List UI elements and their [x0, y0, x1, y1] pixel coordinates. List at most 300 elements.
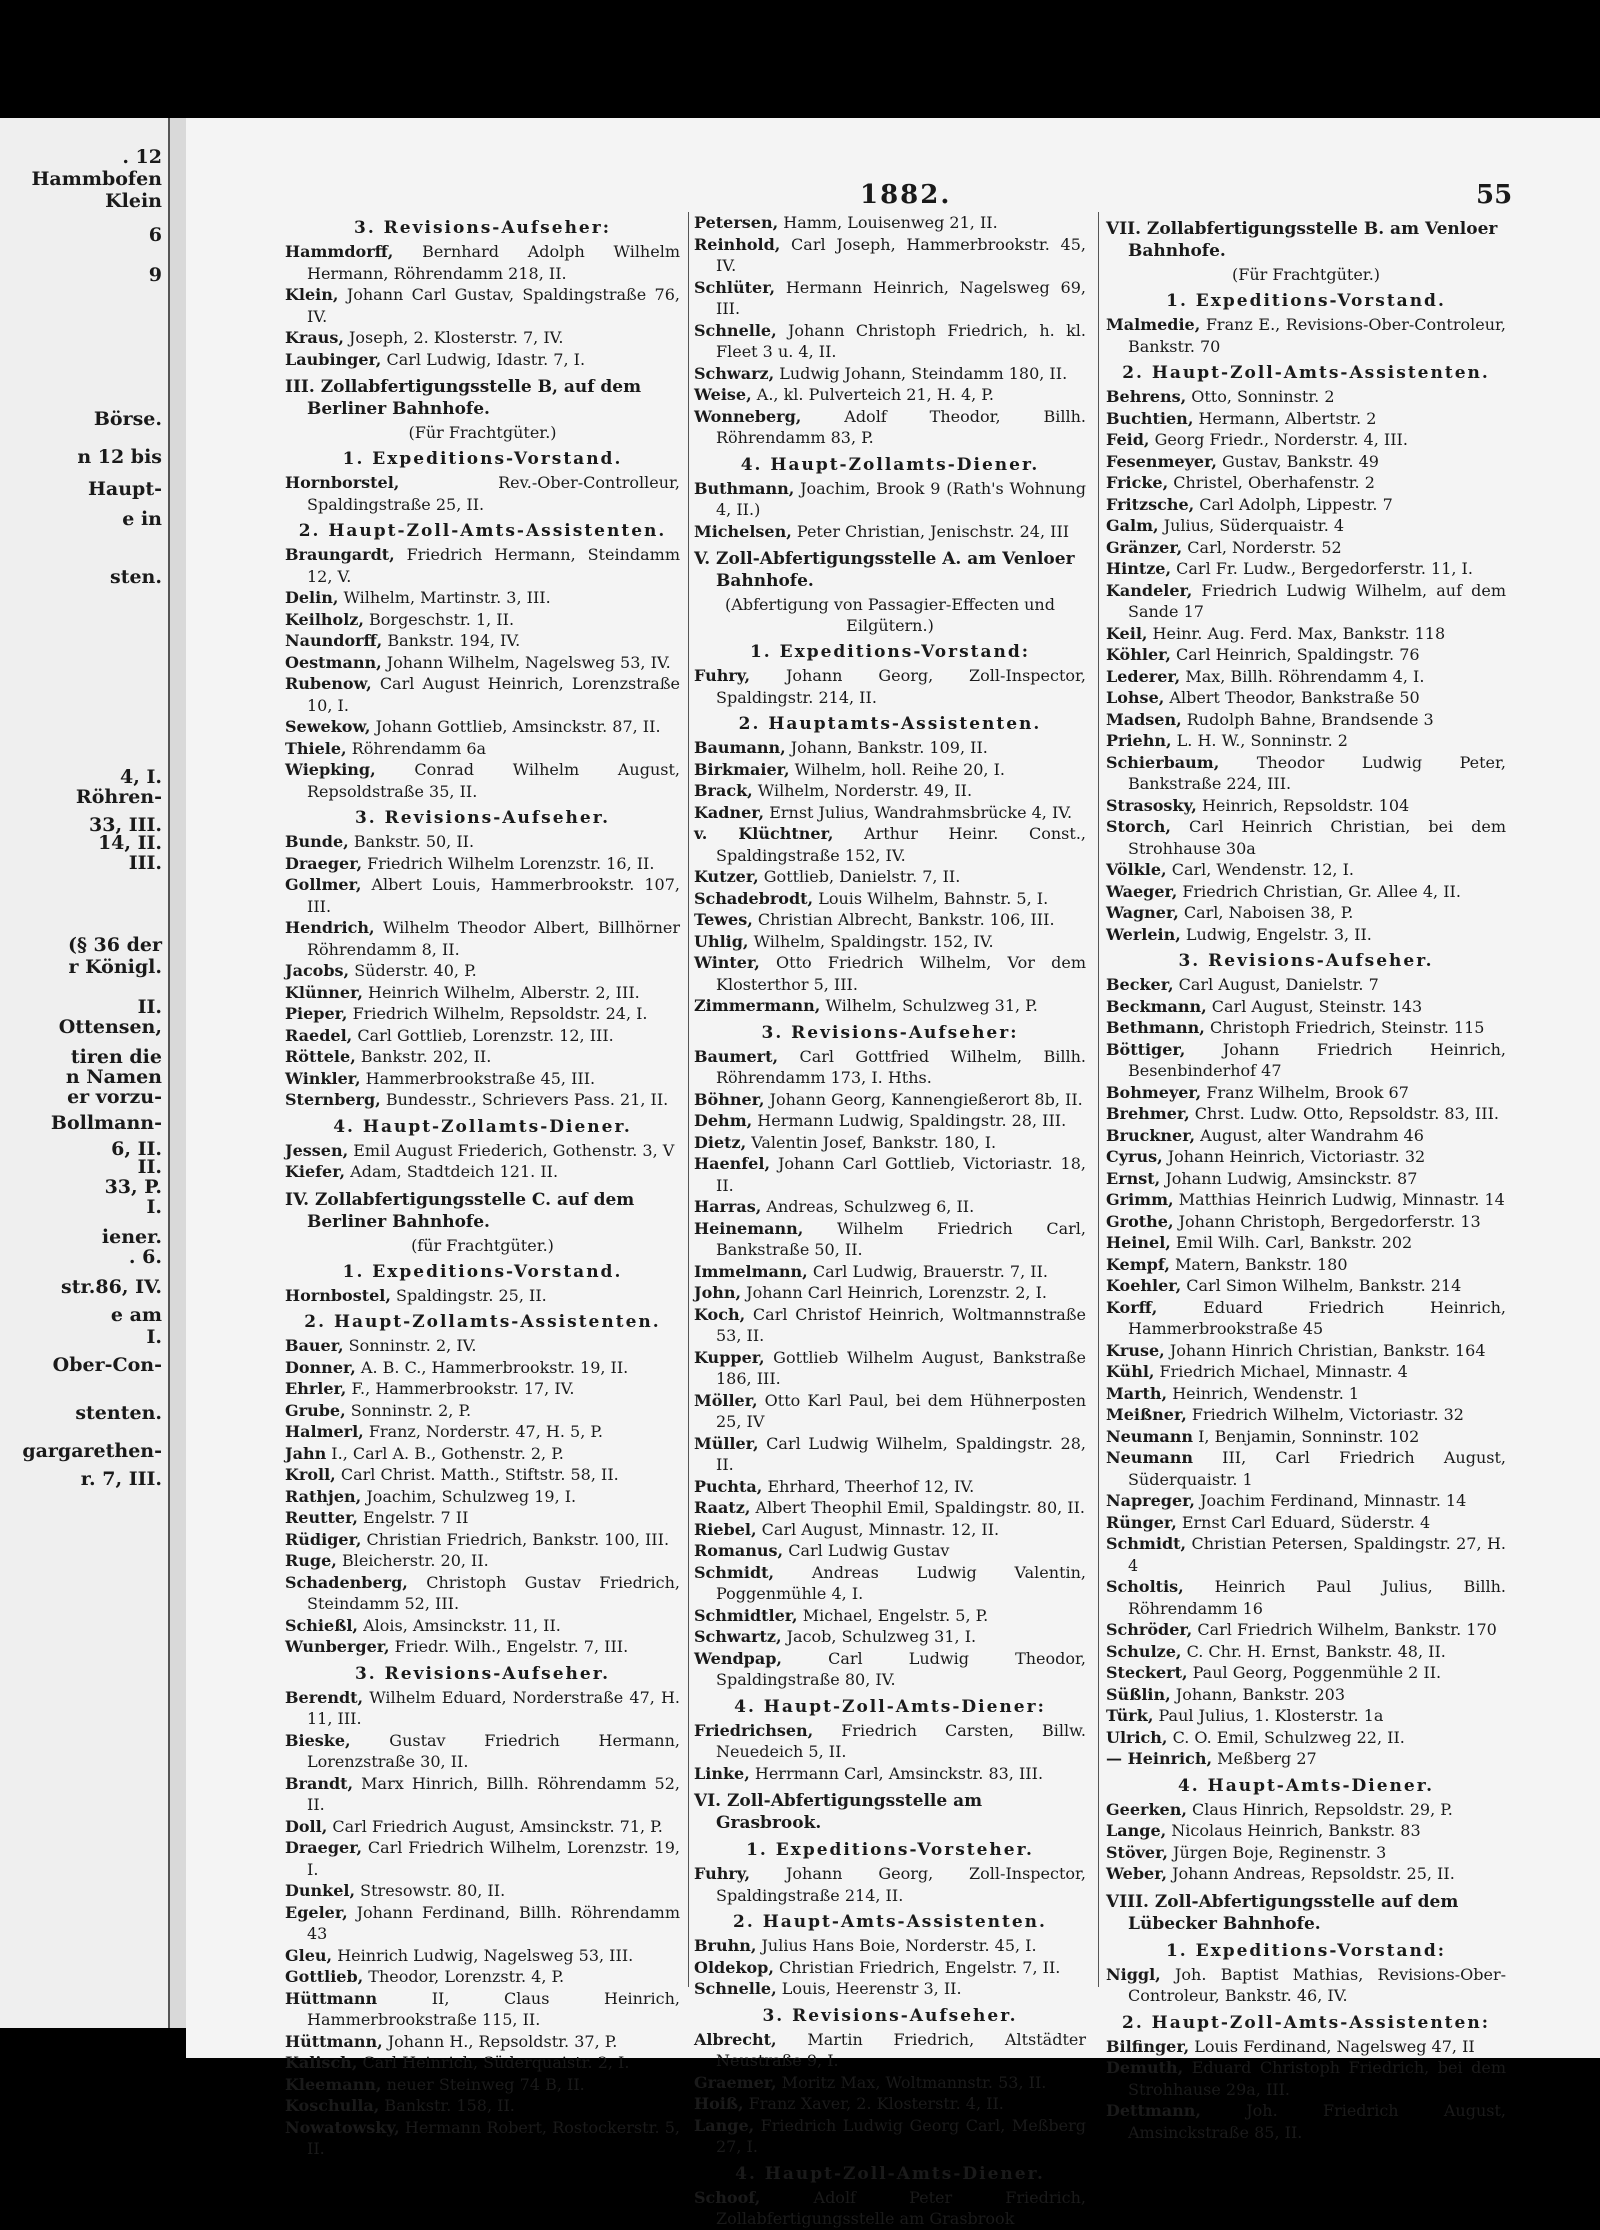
- entry-name: Oestmann,: [285, 652, 382, 672]
- section-heading: III. Zollabfertigungsstelle B, auf dem Berliner Bahnhofe.: [285, 377, 642, 419]
- entry-details: Bankstr. 194, IV.: [382, 631, 521, 650]
- entry-details: Theodor, Lorenzstr. 4, P.: [363, 1967, 565, 1986]
- entry-name: Raedel,: [285, 1025, 353, 1045]
- entry-details: Franz Xaver, 2. Klosterstr. 4, II.: [743, 2094, 1004, 2113]
- entry-details: Carl Christof Heinrich, Woltmannstraße 53, II.: [716, 1304, 1086, 1345]
- entry-details: Alois, Amsinckstr. 11, II.: [358, 1615, 561, 1635]
- entry-name: Kruse,: [1106, 1340, 1165, 1360]
- directory-entry: [285, 652, 680, 674]
- entry-name: Meißner,: [1106, 1405, 1187, 1424]
- entry-name: Brehmer,: [1106, 1104, 1190, 1123]
- entry-name: Sewekow,: [285, 717, 371, 736]
- directory-entry: [1106, 1125, 1506, 1147]
- entry-details: Julius, Süderquaistr. 4: [1158, 516, 1345, 535]
- entry-details: Carl August, Steinstr. 143: [1206, 996, 1423, 1016]
- entry-details: Johann H., Repsoldstr. 37, P.: [382, 2031, 618, 2051]
- entry-details: Christoph Gustav Friedrich, Steindamm 52, III.: [307, 1572, 680, 1613]
- entry-name: Michelsen,: [694, 521, 792, 541]
- directory-entry: [694, 2072, 1086, 2094]
- directory-entry: [285, 587, 680, 609]
- entry-details: Meßberg 27: [1212, 1749, 1317, 1768]
- directory-entry: [1106, 472, 1506, 494]
- directory-entry: [285, 1687, 680, 1730]
- entry-name: Riebel,: [694, 1519, 757, 1539]
- directory-entry: [694, 995, 1086, 1017]
- entry-name: Hammdorff,: [285, 242, 394, 261]
- directory-entry: [1106, 1799, 1506, 1821]
- entry-name: Werlein,: [1106, 924, 1181, 944]
- entry-name: Bilfinger,: [1106, 2036, 1190, 2056]
- directory-entry: [694, 1562, 1086, 1605]
- directory-entry: [1106, 2036, 1506, 2058]
- entry-name: Schwarz,: [694, 363, 775, 383]
- directory-entry: [1106, 730, 1506, 752]
- entry-name: Schierbaum,: [1106, 752, 1220, 772]
- subsection-heading: 4. Haupt-Zoll-Amts-Diener:: [734, 1696, 1046, 1717]
- entry-details: Christoph Friedrich, Steinstr. 115: [1204, 1018, 1485, 1037]
- entry-name: Türk,: [1106, 1706, 1154, 1725]
- entry-details: Otto Karl Paul, bei dem Hühnerposten 25, IV: [716, 1390, 1086, 1431]
- entry-details: Friedrich Michael, Minnastr. 4: [1154, 1362, 1408, 1381]
- column-3: [1106, 212, 1506, 2143]
- subsection-heading: 4. Haupt-Zollamts-Diener.: [333, 1116, 632, 1137]
- directory-entry: [1106, 537, 1506, 559]
- directory-entry: [1106, 1168, 1506, 1190]
- entry-details: Wilhelm Eduard, Norderstraße 47, H. 11, III.: [307, 1687, 680, 1728]
- entry-details: A., kl. Pulverteich 21, H. 4, P.: [751, 385, 994, 404]
- entry-details: Stresowstr. 80, II.: [355, 1881, 506, 1900]
- section-heading: IV. Zollabfertigungsstelle C. auf dem Berliner Bahnhofe.: [285, 1189, 635, 1232]
- entry-details: Friedrich Carsten, Billw. Neuedeich 5, II.: [716, 1720, 1086, 1761]
- entry-details: Christel, Oberhafenstr. 2: [1168, 473, 1375, 492]
- entry-name: Korff,: [1106, 1297, 1158, 1317]
- entry-name: Egeler,: [285, 1902, 348, 1922]
- directory-entry: [285, 1003, 680, 1025]
- entry-name: Jahn: [285, 1443, 327, 1463]
- entry-name: Neumann: [1106, 1448, 1193, 1467]
- prev-page-fragment: Ober-Con-: [52, 1354, 162, 1376]
- directory-entry: [694, 277, 1086, 320]
- subsection-heading: 4. Haupt-Zollamts-Diener.: [740, 454, 1040, 475]
- directory-entry: [1106, 1662, 1506, 1684]
- directory-entry: [285, 960, 680, 982]
- entry-name: Köhler,: [1106, 645, 1171, 664]
- directory-entry: [694, 1261, 1086, 1283]
- entry-details: Bernhard Adolph Wilhelm Hermann, Röhrendamm 218, II.: [307, 242, 680, 283]
- prev-page-fragment: Ottensen,: [58, 1016, 162, 1038]
- prev-page-fragment: 6: [148, 224, 162, 246]
- entry-name: Haenfel,: [694, 1154, 771, 1173]
- entry-details: neuer Steinweg 74 B, II.: [381, 2074, 585, 2094]
- directory-entry: [694, 1519, 1086, 1541]
- entry-name: Heinemann,: [694, 1218, 804, 1238]
- directory-entry: [1106, 666, 1506, 688]
- directory-entry: [1106, 386, 1506, 408]
- entry-details: Adolf Peter Friedrich, Zollabfertigungsstelle am Grasbrook: [716, 2187, 1086, 2228]
- subsection-heading: 2. Haupt-Zoll-Amts-Assistenten.: [1122, 363, 1490, 383]
- entry-details: Carl Friedrich August, Amsinckstr. 71, P.: [327, 1816, 663, 1836]
- directory-entry: [694, 2187, 1086, 2230]
- directory-entry: [694, 1089, 1086, 1111]
- directory-entry: [285, 609, 680, 631]
- entry-name: Bieske,: [285, 1730, 351, 1750]
- directory-entry: [694, 780, 1086, 802]
- directory-entry: [694, 234, 1086, 277]
- entry-details: Eduard Friedrich Heinrich, Hammerbrookstraße 45: [1128, 1297, 1506, 1338]
- directory-entry: [694, 1648, 1086, 1691]
- entry-name: Lederer,: [1106, 666, 1181, 686]
- entry-name: Schnelle,: [694, 320, 777, 340]
- entry-details: Sonninstr. 2, P.: [345, 1400, 472, 1420]
- entry-name: Fesenmeyer,: [1106, 451, 1217, 471]
- entry-details: Friedrich Wilhelm, Victoriastr. 32: [1186, 1405, 1464, 1424]
- directory-entry: [285, 2095, 680, 2117]
- directory-entry: [285, 472, 680, 515]
- directory-entry: [1106, 1232, 1506, 1254]
- directory-entry: [1106, 1842, 1506, 1864]
- entry-name: Halmerl,: [285, 1422, 364, 1441]
- entry-details: Heinr. Aug. Ferd. Max, Bankstr. 118: [1147, 623, 1446, 643]
- entry-details: Carl Christ. Matth., Stiftstr. 58, II.: [335, 1465, 619, 1484]
- entry-details: Joachim, Brook 9 (Rath's Wohnung 4, II.): [716, 478, 1086, 519]
- page-year: 1882.: [860, 180, 952, 210]
- entry-name: Hüttmann: [285, 1988, 378, 2008]
- prev-page-fragment: Klein: [105, 190, 162, 212]
- entry-name: Oldekop,: [694, 1957, 774, 1977]
- subsection-heading: 3. Revisions-Aufseher.: [354, 1663, 611, 1684]
- entry-details: Otto Friedrich Wilhelm, Vor dem Klosterthor 5, III.: [716, 953, 1086, 994]
- entry-details: Carl, Norderstr. 52: [1182, 537, 1342, 557]
- directory-entry: [285, 1837, 680, 1880]
- directory-entry: [1106, 558, 1506, 580]
- directory-entry: [285, 716, 680, 738]
- entry-details: Johann Ludwig, Amsinckstr. 87: [1160, 1168, 1418, 1188]
- directory-entry: [1106, 1512, 1506, 1534]
- entry-name: Puchta,: [694, 1476, 763, 1496]
- directory-entry: [285, 544, 680, 587]
- directory-entry: [285, 1068, 680, 1090]
- entry-details: Julius Hans Boie, Norderstr. 45, I.: [756, 1936, 1037, 1955]
- entry-name: Koch,: [694, 1304, 746, 1324]
- entry-name: Feid,: [1106, 430, 1150, 449]
- entry-details: Carl Ludwig Wilhelm, Spaldingstr. 28, II.: [716, 1433, 1086, 1474]
- entry-name: Delin,: [285, 588, 339, 607]
- entry-details: Matern, Bankstr. 180: [1169, 1254, 1348, 1274]
- entry-name: Süßlin,: [1106, 1684, 1171, 1704]
- entry-name: — Heinrich,: [1106, 1749, 1213, 1768]
- section-heading: V. Zoll-Abfertigungsstelle A. am Venloer Bahnhofe.: [694, 549, 1075, 591]
- entry-details: Heinrich Paul Julius, Billh. Röhrendamm 16: [1128, 1577, 1506, 1618]
- entry-name: Storch,: [1106, 817, 1171, 836]
- entry-details: Johann Wilhelm, Nagelsweg 53, IV.: [381, 652, 671, 672]
- entry-details: Hermann, Albertstr. 2: [1193, 408, 1377, 428]
- entry-details: Carl Friedrich Wilhelm, Bankstr. 170: [1192, 1620, 1497, 1639]
- directory-entry: [694, 1153, 1086, 1196]
- prev-page-fragment: r. 7, III.: [80, 1468, 162, 1490]
- entry-details: Wilhelm, Martinstr. 3, III.: [338, 588, 551, 607]
- entry-name: Stöver,: [1106, 1842, 1168, 1862]
- entry-name: Wendpap,: [694, 1648, 782, 1668]
- entry-details: Heinrich, Wendenstr. 1: [1167, 1383, 1360, 1403]
- directory-entry: [1106, 1189, 1506, 1211]
- entry-details: Paul Georg, Poggenmühle 2 II.: [1187, 1663, 1442, 1682]
- section-note: (Für Frachtgüter.): [1231, 265, 1381, 284]
- section-note: (Abfertigung von Passagier-Effecten und Eilgütern.): [725, 595, 1055, 635]
- section-note: (Für Frachtgüter.): [408, 423, 557, 442]
- entry-details: Johann Christoph Friedrich, h. kl. Fleet 3 u. 4, II.: [716, 320, 1086, 361]
- entry-name: Hendrich,: [285, 918, 375, 937]
- entry-details: Christian Petersen, Spaldingstr. 27, H. 4: [1128, 1534, 1506, 1575]
- directory-entry: [1106, 623, 1506, 645]
- directory-entry: [285, 1615, 680, 1637]
- directory-entry: [1106, 1146, 1506, 1168]
- entry-name: Naundorff,: [285, 631, 383, 650]
- entry-name: Weber,: [1106, 1864, 1168, 1883]
- directory-entry: [694, 1132, 1086, 1154]
- entry-name: Wagner,: [1106, 903, 1179, 922]
- prev-page-fragment: Haupt-: [87, 478, 162, 500]
- directory-entry: [285, 1966, 680, 1988]
- entry-details: Carl Simon Wilhelm, Bankstr. 214: [1181, 1276, 1462, 1295]
- subsection-heading: 4. Haupt-Zoll-Amts-Diener.: [735, 2163, 1045, 2184]
- entry-details: Louis, Heerenstr 3, II.: [776, 1979, 962, 1998]
- directory-entry: [694, 1046, 1086, 1089]
- entry-name: Schadebrodt,: [694, 888, 814, 908]
- directory-entry: [285, 1529, 680, 1551]
- directory-entry: [694, 1110, 1086, 1132]
- entry-name: Fricke,: [1106, 473, 1169, 492]
- directory-entry: [285, 1507, 680, 1529]
- directory-entry: [1106, 1383, 1506, 1405]
- directory-entry: [285, 1335, 680, 1357]
- entry-name: Kühl,: [1106, 1362, 1155, 1381]
- directory-entry: [1106, 752, 1506, 795]
- entry-details: Friedr. Wilh., Engelstr. 7, III.: [389, 1637, 629, 1656]
- entry-name: Kandeler,: [1106, 580, 1193, 600]
- entry-details: Christian Friedrich, Engelstr. 7, II.: [773, 1957, 1061, 1977]
- entry-name: Grube,: [285, 1400, 346, 1420]
- prev-page-fragment: sten.: [110, 566, 162, 588]
- entry-details: C. Chr. H. Ernst, Bankstr. 48, II.: [1181, 1641, 1446, 1661]
- directory-entry: [694, 2029, 1086, 2072]
- entry-name: Albrecht,: [694, 2029, 777, 2049]
- entry-details: Johann Ferdinand, Billh. Röhrendamm 43: [307, 1902, 680, 1943]
- entry-details: Franz Wilhelm, Brook 67: [1201, 1082, 1409, 1102]
- entry-details: Wilhelm Theodor Albert, Billhörner Röhrendamm 8, II.: [307, 918, 680, 959]
- directory-entry: [694, 1218, 1086, 1261]
- directory-entry: [285, 1285, 680, 1307]
- subsection-heading: 1. Expeditions-Vorstand.: [1166, 291, 1446, 311]
- directory-entry: [285, 1025, 680, 1047]
- directory-entry: [694, 866, 1086, 888]
- entry-name: Gollmer,: [285, 875, 362, 894]
- directory-entry: [1106, 580, 1506, 623]
- entry-name: Hornbostel,: [285, 1285, 391, 1305]
- entry-details: Franz, Norderstr. 47, H. 5, P.: [363, 1422, 603, 1441]
- entry-details: Heinrich Ludwig, Nagelsweg 53, III.: [332, 1945, 634, 1965]
- directory-entry: [1106, 1275, 1506, 1297]
- entry-name: Gränzer,: [1106, 537, 1183, 557]
- entry-details: Ludwig Johann, Steindamm 180, II.: [774, 363, 1068, 383]
- entry-details: Carl Adolph, Lippestr. 7: [1194, 494, 1393, 514]
- directory-entry: [1106, 1684, 1506, 1706]
- entry-details: Eduard Christoph Friedrich, bei dem Strohhause 29a, III.: [1128, 2058, 1506, 2099]
- prev-page-fragment: n Namen: [65, 1066, 162, 1088]
- entry-name: Reinhold,: [694, 234, 781, 254]
- entry-name: Strasosky,: [1106, 795, 1197, 815]
- entry-name: Geerken,: [1106, 1799, 1187, 1819]
- entry-name: Becker,: [1106, 975, 1174, 994]
- section-heading: VII. Zollabfertigungsstelle B. am Venloer Bahnhofe.: [1106, 219, 1498, 261]
- entry-name: Sternberg,: [285, 1090, 381, 1109]
- directory-entry: [285, 1046, 680, 1068]
- entry-details: Carl Gottlieb, Lorenzstr. 12, III.: [352, 1025, 614, 1045]
- entry-name: Kadner,: [694, 802, 765, 822]
- entry-details: Carl, Wendenstr. 12, I.: [1166, 860, 1354, 879]
- prev-page-fragment: er vorzu-: [67, 1086, 162, 1108]
- entry-name: Schadenberg,: [285, 1572, 408, 1592]
- directory-entry: [694, 823, 1086, 866]
- prev-page-fragment: gargarethen-: [22, 1440, 162, 1462]
- entry-details: Carl Fr. Ludw., Bergedorferstr. 11, I.: [1171, 559, 1473, 578]
- entry-name: Graemer,: [694, 2072, 777, 2092]
- entry-details: Friedrich Ludwig Georg Carl, Meßberg 27, I.: [716, 2115, 1086, 2156]
- entry-details: Johann Georg, Zoll-Inspector, Spaldingstr. 214, II.: [716, 666, 1086, 707]
- section-heading: VI. Zoll-Abfertigungsstelle am Grasbrook.: [694, 1791, 983, 1833]
- entry-name: Bauer,: [285, 1336, 344, 1355]
- entry-details: L. H. W., Sonninstr. 2: [1171, 731, 1348, 750]
- directory-entry: [1106, 2100, 1506, 2143]
- entry-name: Niggl,: [1106, 1964, 1161, 1984]
- entry-details: Hermann Ludwig, Spaldingstr. 28, III.: [752, 1111, 1067, 1130]
- directory-entry: [285, 1089, 680, 1111]
- entry-name: Koschulla,: [285, 2096, 380, 2115]
- directory-entry: [694, 1347, 1086, 1390]
- entry-details: Wilhelm, Schulzweg 31, P.: [820, 996, 1038, 1015]
- entry-name: Lange,: [1106, 1821, 1167, 1840]
- entry-name: Wunberger,: [285, 1637, 390, 1656]
- directory-entry: [1106, 1576, 1506, 1619]
- entry-details: Spaldingstr. 25, II.: [390, 1285, 547, 1305]
- entry-name: Lange,: [694, 2115, 755, 2135]
- entry-name: Heinel,: [1106, 1233, 1171, 1252]
- entry-details: Martin Friedrich, Altstädter Neustraße 9, I.: [716, 2029, 1086, 2070]
- entry-details: Johann Friedrich Heinrich, Besenbinderhof 47: [1128, 1039, 1506, 1080]
- entry-name: Böttiger,: [1106, 1039, 1186, 1059]
- directory-entry: [285, 1421, 680, 1443]
- prev-page-fragment: tiren die: [70, 1046, 162, 1068]
- entry-details: Röhrendamm 6a: [346, 738, 487, 758]
- section-note: (für Frachtgüter.): [411, 1235, 554, 1255]
- subsection-heading: 1. Expeditions-Vorstand.: [342, 449, 623, 469]
- entry-details: Wilhelm, Norderstr. 49, II.: [752, 781, 973, 800]
- subsection-heading: 1. Expeditions-Vorstand.: [342, 1261, 623, 1282]
- entry-name: v. Klüchtner,: [694, 824, 834, 843]
- directory-entry: [285, 2117, 680, 2160]
- entry-name: Hoiß,: [694, 2094, 744, 2113]
- entry-details: Joh. Baptist Mathias, Revisions-Ober-Controleur, Bankstr. 46, IV.: [1128, 1964, 1506, 2005]
- directory-entry: [1106, 515, 1506, 537]
- entry-details: Louis Ferdinand, Nagelsweg 47, II: [1189, 2036, 1475, 2056]
- entry-details: Chrst. Ludw. Otto, Repsoldstr. 83, III.: [1189, 1104, 1499, 1123]
- prev-page-fragment: (§ 36 der: [68, 934, 162, 956]
- directory-entry: [1106, 1820, 1506, 1842]
- directory-entry: [285, 1486, 680, 1508]
- entry-name: Buchtien,: [1106, 408, 1194, 428]
- directory-entry: [694, 802, 1086, 824]
- entry-name: Napreger,: [1106, 1491, 1195, 1510]
- prev-page-fragment: I.: [146, 1326, 162, 1348]
- entry-name: Koehler,: [1106, 1276, 1182, 1295]
- entry-details: Nicolaus Heinrich, Bankstr. 83: [1166, 1821, 1421, 1840]
- entry-name: Wonneberg,: [694, 406, 802, 426]
- entry-name: Behrens,: [1106, 387, 1187, 406]
- entry-details: Gottlieb, Danielstr. 7, II.: [758, 867, 961, 886]
- entry-name: Friedrichsen,: [694, 1720, 814, 1740]
- directory-entry: [1106, 795, 1506, 817]
- entry-name: Grimm,: [1106, 1190, 1174, 1209]
- entry-name: Schröder,: [1106, 1620, 1193, 1639]
- entry-name: Rüdiger,: [285, 1529, 362, 1549]
- entry-name: Draeger,: [285, 853, 363, 873]
- entry-details: Jacob, Schulzweg 31, I.: [781, 1627, 977, 1646]
- entry-details: Albert Theodor, Bankstraße 50: [1164, 688, 1420, 707]
- directory-entry: [285, 2031, 680, 2053]
- directory-entry: [1106, 1297, 1506, 1340]
- directory-entry: [1106, 1641, 1506, 1663]
- entry-name: Müller,: [694, 1433, 759, 1453]
- entry-name: Doll,: [285, 1816, 328, 1836]
- directory-entry: [694, 1626, 1086, 1648]
- directory-entry: [285, 349, 680, 371]
- directory-entry: [694, 1390, 1086, 1433]
- directory-entry: [285, 831, 680, 853]
- directory-entry: [1106, 314, 1506, 357]
- entry-name: Klünner,: [285, 982, 363, 1002]
- entry-details: Sonninstr. 2, IV.: [343, 1336, 477, 1355]
- entry-name: Linke,: [694, 1763, 750, 1783]
- entry-details: Gustav, Bankstr. 49: [1216, 451, 1379, 471]
- entry-details: Bankstr. 202, II.: [355, 1047, 492, 1066]
- entry-details: Arthur Heinr. Const., Spaldingstraße 152, IV.: [716, 824, 1086, 865]
- entry-name: Rathjen,: [285, 1486, 362, 1506]
- entry-name: Völkle,: [1106, 860, 1167, 879]
- directory-entry: [694, 521, 1086, 543]
- entry-name: Reutter,: [285, 1508, 358, 1527]
- entry-name: Ehrler,: [285, 1379, 347, 1398]
- entry-name: Kiefer,: [285, 1162, 346, 1181]
- entry-name: Bunde,: [285, 832, 349, 851]
- directory-entry: [1106, 1039, 1506, 1082]
- directory-entry: [694, 212, 1086, 234]
- column-2: [694, 212, 1086, 2230]
- directory-entry: [694, 1433, 1086, 1476]
- entry-name: Bethmann,: [1106, 1018, 1205, 1037]
- directory-entry: [694, 1476, 1086, 1498]
- entry-name: Bohmeyer,: [1106, 1082, 1202, 1102]
- entry-details: Joh. Friedrich August, Amsinckstraße 85, II.: [1128, 2101, 1506, 2142]
- directory-entry: [1106, 1361, 1506, 1383]
- prev-page-fragment: Börse.: [93, 408, 162, 430]
- entry-details: Rev.-Ober-Controlleur, Spaldingstraße 25, II.: [307, 473, 680, 514]
- entry-details: Michael, Engelstr. 5, P.: [797, 1605, 989, 1625]
- entry-details: C. O. Emil, Schulzweg 22, II.: [1167, 1727, 1405, 1747]
- directory-entry: [694, 1282, 1086, 1304]
- entry-name: Waeger,: [1106, 881, 1178, 901]
- directory-entry: [285, 1378, 680, 1400]
- directory-entry: [1106, 1017, 1506, 1039]
- directory-entry: [285, 1357, 680, 1379]
